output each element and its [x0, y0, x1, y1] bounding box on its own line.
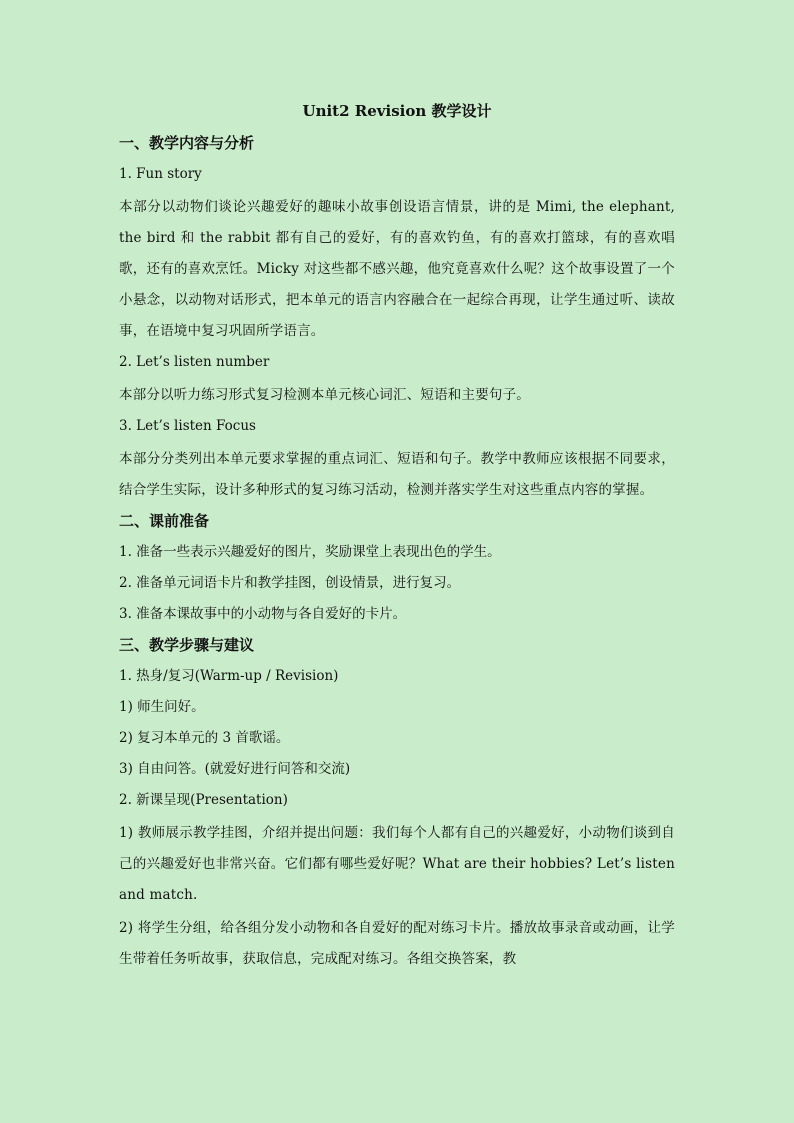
part-label-listen-number: 2. Let’s listen number [119, 354, 270, 370]
list-item: 1. 准备一些表示兴趣爱好的图片，奖励课堂上表现出色的学生。 [119, 544, 501, 560]
paragraph-presentation-2: 2) 将学生分组，给各组分发小动物和各自爱好的配对练习卡片。播放故事录音或动画，让学生带着任务听故事，获取信息，完成配对练习。各组交换答案，教 [119, 920, 675, 967]
list-item: 1) 师生问好。 [119, 699, 205, 715]
part-label-listen-focus: 3. Let’s listen Focus [119, 418, 256, 434]
paragraph-fun-story: 本部分以动物们谈论兴趣爱好的趣味小故事创设语言情景，讲的是 Mimi, the elephant, the bird 和 the rabbit 都有自己的爱好，有的喜欢钓鱼，有的喜欢打篮球，有的喜欢唱歌，还有的喜欢烹饪。Micky 对这些都不感兴趣，他究竟喜欢什么呢？这个故事设置了一个小悬念，以动物对话形式，把本单元的语言内容融合在一起综合再现，让学生通过听、读故事，在语境中复习巩固所学语言。 [119, 199, 675, 339]
list-item: 3. 准备本课故事中的小动物与各自爱好的卡片。 [119, 606, 407, 622]
paragraph-listen-number: 本部分以听力练习形式复习检测本单元核心词汇、短语和主要句子。 [119, 387, 530, 403]
document-title: Unit2 Revision 教学设计 [302, 102, 492, 120]
list-item: 2. 准备单元词语卡片和教学挂图，创设情景，进行复习。 [119, 575, 461, 591]
step-label-warmup: 1. 热身/复习(Warm-up / Revision) [119, 668, 339, 684]
part-label-fun-story: 1. Fun story [119, 166, 202, 182]
section-heading-preparation: 二、课前准备 [119, 512, 210, 530]
section-heading-teaching-steps: 三、教学步骤与建议 [119, 636, 255, 654]
paragraph-listen-focus: 本部分分类列出本单元要求掌握的重点词汇、短语和句子。教学中教师应该根据不同要求，结合学生实际，设计多种形式的复习练习活动，检测并落实学生对这些重点内容的掌握。 [119, 451, 675, 498]
step-label-presentation: 2. 新课呈现(Presentation) [119, 792, 288, 808]
document-body [119, 98, 675, 975]
section-heading-content-analysis: 一、教学内容与分析 [119, 134, 255, 152]
list-item: 2) 复习本单元的 3 首歌谣。 [119, 730, 290, 746]
paragraph-presentation-1: 1) 教师展示教学挂图，介绍并提出问题：我们每个人都有自己的兴趣爱好，小动物们谈到自己的兴趣爱好也非常兴奋。它们都有哪些爱好呢？What are their hobbies? Let’s listen and match. [119, 825, 675, 903]
list-item: 3) 自由问答。(就爱好进行问答和交流) [119, 761, 351, 777]
